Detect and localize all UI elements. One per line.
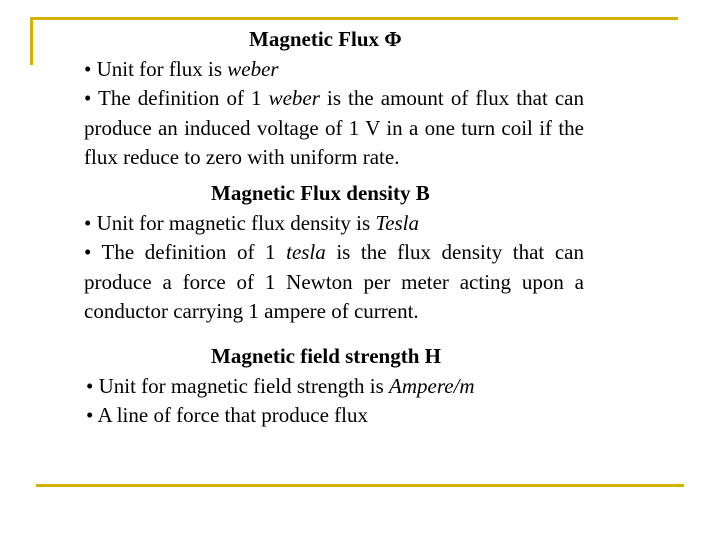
flux-definition-prefix: • The definition of 1: [84, 86, 269, 110]
strength-unit-value: Ampere/m: [389, 373, 475, 398]
magnetic-flux-density-section: [84, 179, 584, 327]
density-unit-text: • Unit for magnetic flux density is: [84, 210, 376, 235]
magnetic-flux-heading: Magnetic Flux Φ: [249, 27, 402, 51]
strength-unit-text: • Unit for magnetic field strength is: [86, 373, 390, 398]
magnetic-flux-section: [84, 25, 584, 173]
density-unit-bullet: [84, 209, 584, 239]
density-definition-unit: tesla: [286, 240, 326, 264]
strength-line-of-force-bullet: • A line of force that produce flux: [86, 403, 369, 427]
density-definition-prefix: • The definition of 1: [84, 240, 287, 264]
magnetic-field-strength-section: [86, 342, 586, 431]
flux-unit-value: weber: [227, 56, 279, 81]
flux-unit-bullet: [84, 55, 584, 85]
magnetic-flux-density-heading: Magnetic Flux density B: [211, 181, 430, 205]
flux-definition-text: is the amount of flux that can produce an induced voltage of 1 V in a one turn coil if the flux reduce to zero with uniform rate.: [84, 86, 584, 169]
flux-definition-bullet: [84, 84, 584, 173]
top-rule: [30, 17, 678, 20]
flux-definition-unit: weber: [268, 86, 320, 110]
magnetic-field-strength-heading: Magnetic field strength H: [211, 344, 441, 368]
left-rule: [30, 17, 33, 65]
density-definition-text: is the flux density that can produce a force of 1 Newton per meter acting upon a conductor carrying 1 ampere of current.: [84, 240, 584, 323]
density-definition-bullet: [84, 238, 584, 327]
strength-unit-bullet: [86, 372, 586, 402]
bottom-rule: [36, 484, 684, 487]
flux-unit-text: • Unit for flux is: [84, 56, 228, 81]
density-unit-value: Tesla: [375, 210, 419, 235]
